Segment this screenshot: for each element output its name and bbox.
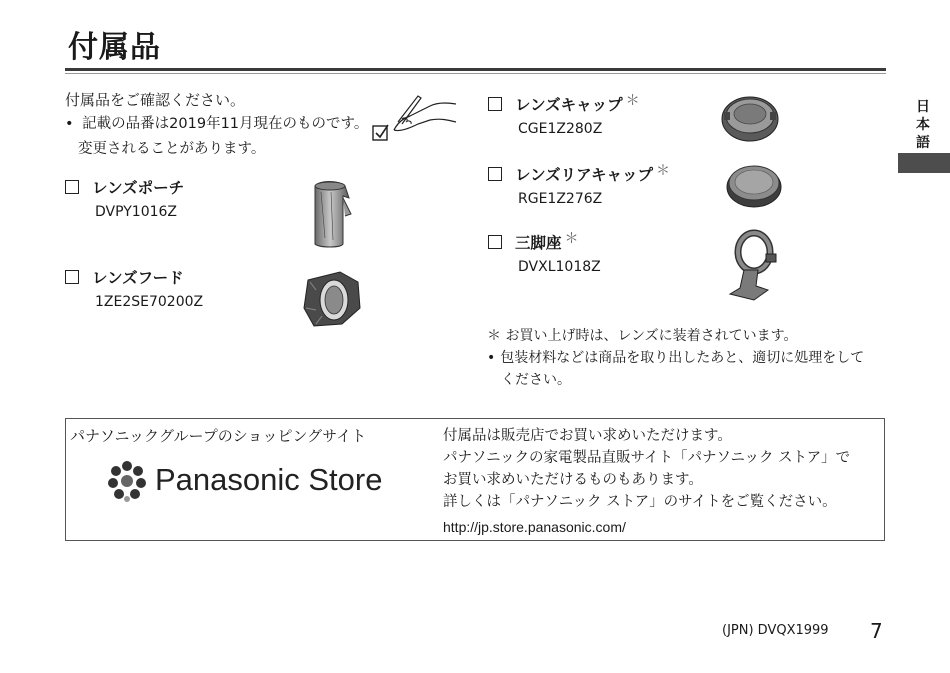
asterisk-mark: ＊ bbox=[656, 163, 671, 179]
store-line: 付属品は販売店でお買い求めいただけます。 bbox=[443, 428, 732, 444]
page-number: 7 bbox=[870, 619, 883, 643]
item-code: RGE1Z276Z bbox=[518, 191, 603, 207]
intro-text: 付属品をご確認ください。 bbox=[65, 91, 246, 109]
checklist-hand-icon bbox=[370, 92, 458, 144]
lens-hood-icon bbox=[300, 268, 364, 332]
store-description bbox=[443, 425, 850, 538]
lens-cap-icon bbox=[720, 94, 780, 144]
doc-code: (JPN) DVQX1999 bbox=[722, 623, 829, 638]
bullet-dot: • bbox=[65, 116, 74, 132]
notes-bullet-line1: 包装材料などは商品を取り出したあと、適切に処理をして bbox=[500, 350, 865, 366]
store-url-link[interactable]: http://jp.store.panasonic.com/ bbox=[443, 519, 626, 535]
checkbox-icon bbox=[488, 97, 502, 111]
item-code: DVPY1016Z bbox=[95, 204, 178, 220]
intro-bullet-line1: 記載の品番は2019年11月現在のものです。 bbox=[82, 116, 369, 132]
store-logo-mark-icon bbox=[105, 458, 149, 502]
page-title: 付属品 bbox=[68, 30, 161, 65]
panasonic-store-logo[interactable] bbox=[105, 458, 405, 508]
item-code: CGE1Z280Z bbox=[518, 121, 603, 137]
language-tab bbox=[898, 98, 948, 152]
item-code: 1ZE2SE70200Z bbox=[95, 294, 204, 310]
item-tripod-mount bbox=[488, 228, 601, 275]
asterisk-mark: ＊ bbox=[625, 93, 640, 109]
language-char: 日 bbox=[916, 99, 930, 115]
language-char: 語 bbox=[916, 135, 930, 151]
item-name: レンズポーチ bbox=[92, 179, 185, 197]
checkbox-icon bbox=[488, 235, 502, 249]
item-lens-pouch bbox=[65, 176, 184, 220]
item-lens-hood bbox=[65, 266, 203, 310]
store-line: パナソニックの家電製品直販サイト「パナソニック ストア」で bbox=[443, 450, 851, 466]
language-char: 本 bbox=[916, 117, 930, 133]
tripod-mount-icon bbox=[726, 230, 782, 302]
item-name: 三脚座 bbox=[515, 234, 562, 252]
bullet-dot: • bbox=[487, 350, 496, 366]
store-line: 詳しくは「パナソニック ストア」のサイトをご覧ください。 bbox=[443, 494, 837, 510]
intro-bullet bbox=[65, 113, 368, 136]
notes-bullet-line2: ください。 bbox=[501, 372, 571, 388]
checkbox-icon bbox=[65, 180, 79, 194]
rear-cap-icon bbox=[725, 162, 783, 208]
language-tab-bar bbox=[898, 153, 950, 173]
title-rule bbox=[65, 68, 886, 71]
notes-bullet bbox=[487, 347, 864, 369]
checkbox-icon bbox=[65, 270, 79, 284]
store-heading: パナソニックグループのショッピングサイト bbox=[70, 427, 367, 445]
lens-pouch-icon bbox=[305, 178, 355, 250]
item-name: レンズリアキャップ bbox=[515, 166, 654, 184]
item-code: DVXL1018Z bbox=[518, 259, 601, 275]
item-rear-cap bbox=[488, 160, 670, 207]
intro-bullet-line2: 変更されることがあります。 bbox=[78, 141, 266, 157]
store-line: お買い求めいただけるものもあります。 bbox=[443, 472, 703, 488]
checkbox-icon bbox=[488, 167, 502, 181]
asterisk-note: ＊ お買い上げ時は、レンズに装着されています。 bbox=[487, 328, 798, 344]
item-name: レンズフード bbox=[92, 269, 184, 287]
notes bbox=[487, 325, 864, 391]
asterisk-mark: ＊ bbox=[564, 231, 579, 247]
title-rule-thin bbox=[65, 73, 886, 74]
item-name: レンズキャップ bbox=[515, 96, 623, 114]
store-logo-text: Panasonic Store bbox=[155, 462, 383, 497]
item-lens-cap bbox=[488, 90, 640, 137]
